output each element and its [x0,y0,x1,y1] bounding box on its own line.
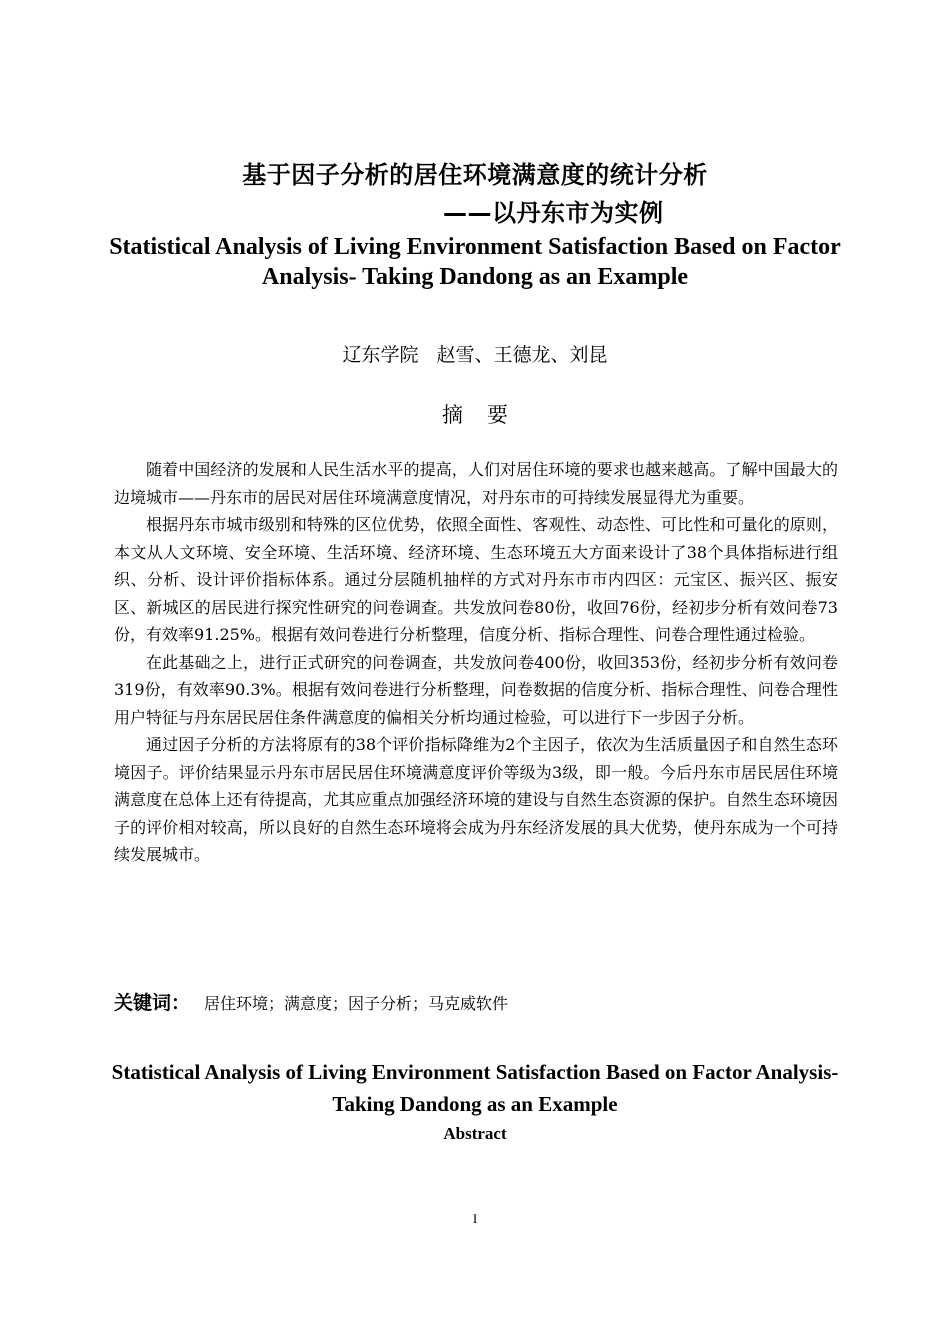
page-number: I [472,1211,478,1226]
english-title: Statistical Analysis of Living Environment Satisfaction Based on Factor Analysis- Taking Dandong as an Example [109,234,841,290]
keywords-line [114,988,838,1019]
keywords-label: 关键词： [114,992,191,1014]
abstract-heading-en: Abstract [443,1124,507,1143]
abstract-heading-zh: 摘要 [442,403,532,427]
chinese-title-subtitle: ——以丹东市为实例 [443,199,664,227]
keywords-text: 居住环境；满意度；因子分析；马克威软件 [204,994,509,1013]
author-affiliation-line: 辽东学院 赵雪、王德龙、刘昆 [342,344,608,366]
abstract-body-zh [114,456,838,869]
chinese-title-main: 基于因子分析的居住环境满意度的统计分析 [242,161,708,189]
abstract-paragraph: 根据丹东市城市级别和特殊的区位优势，依照全面性、客观性、动态性、可比性和可量化的原则，本文从人文环境、安全环境、生活环境、经济环境、生态环境五大方面来设计了38个具体指标进行组织、分析、设计评价指标体系。通过分层随机抽样的方式对丹东市市内四区：元宝区、振兴区、振安区、新城区的居民进行探究性研究的问卷调查。共发放问卷80份，收回76份，经初步分析有效问卷73份，有效率91.25%。根据有效问卷进行分析整理，信度分析、指标合理性、问卷合理性通过检验。 [114,515,838,644]
abstract-paragraph: 随着中国经济的发展和人民生活水平的提高，人们对居住环境的要求也越来越高。了解中国最大的边境城市——丹东市的居民对居住环境满意度情况，对丹东市的可持续发展显得尤为重要。 [114,460,838,507]
abstract-paragraph: 通过因子分析的方法将原有的38个评价指标降维为2个主因子，依次为生活质量因子和自然生态环境因子。评价结果显示丹东市居民居住环境满意度评价等级为3级，即一般。今后丹东市居民居住环境满意度在总体上还有待提高，尤其应重点加强经济环境的建设与自然生态资源的保护。自然生态环境因子的评价相对较高，所以良好的自然生态环境将会成为丹东经济发展的具大优势，使丹东成为一个可持续发展城市。 [114,735,838,864]
english-title-repeat: Statistical Analysis of Living Environment Satisfaction Based on Factor Analysis- Taking Dandong as an Example [111,1060,839,1116]
abstract-paragraph: 在此基础之上，进行正式研究的问卷调查，共发放问卷400份，收回353份，经初步分析有效问卷319份，有效率90.3%。根据有效问卷进行分析整理，问卷数据的信度分析、指标合理性、问卷合理性用户特征与丹东居民居住条件满意度的偏相关分析均通过检验，可以进行下一步因子分析。 [114,652,838,727]
